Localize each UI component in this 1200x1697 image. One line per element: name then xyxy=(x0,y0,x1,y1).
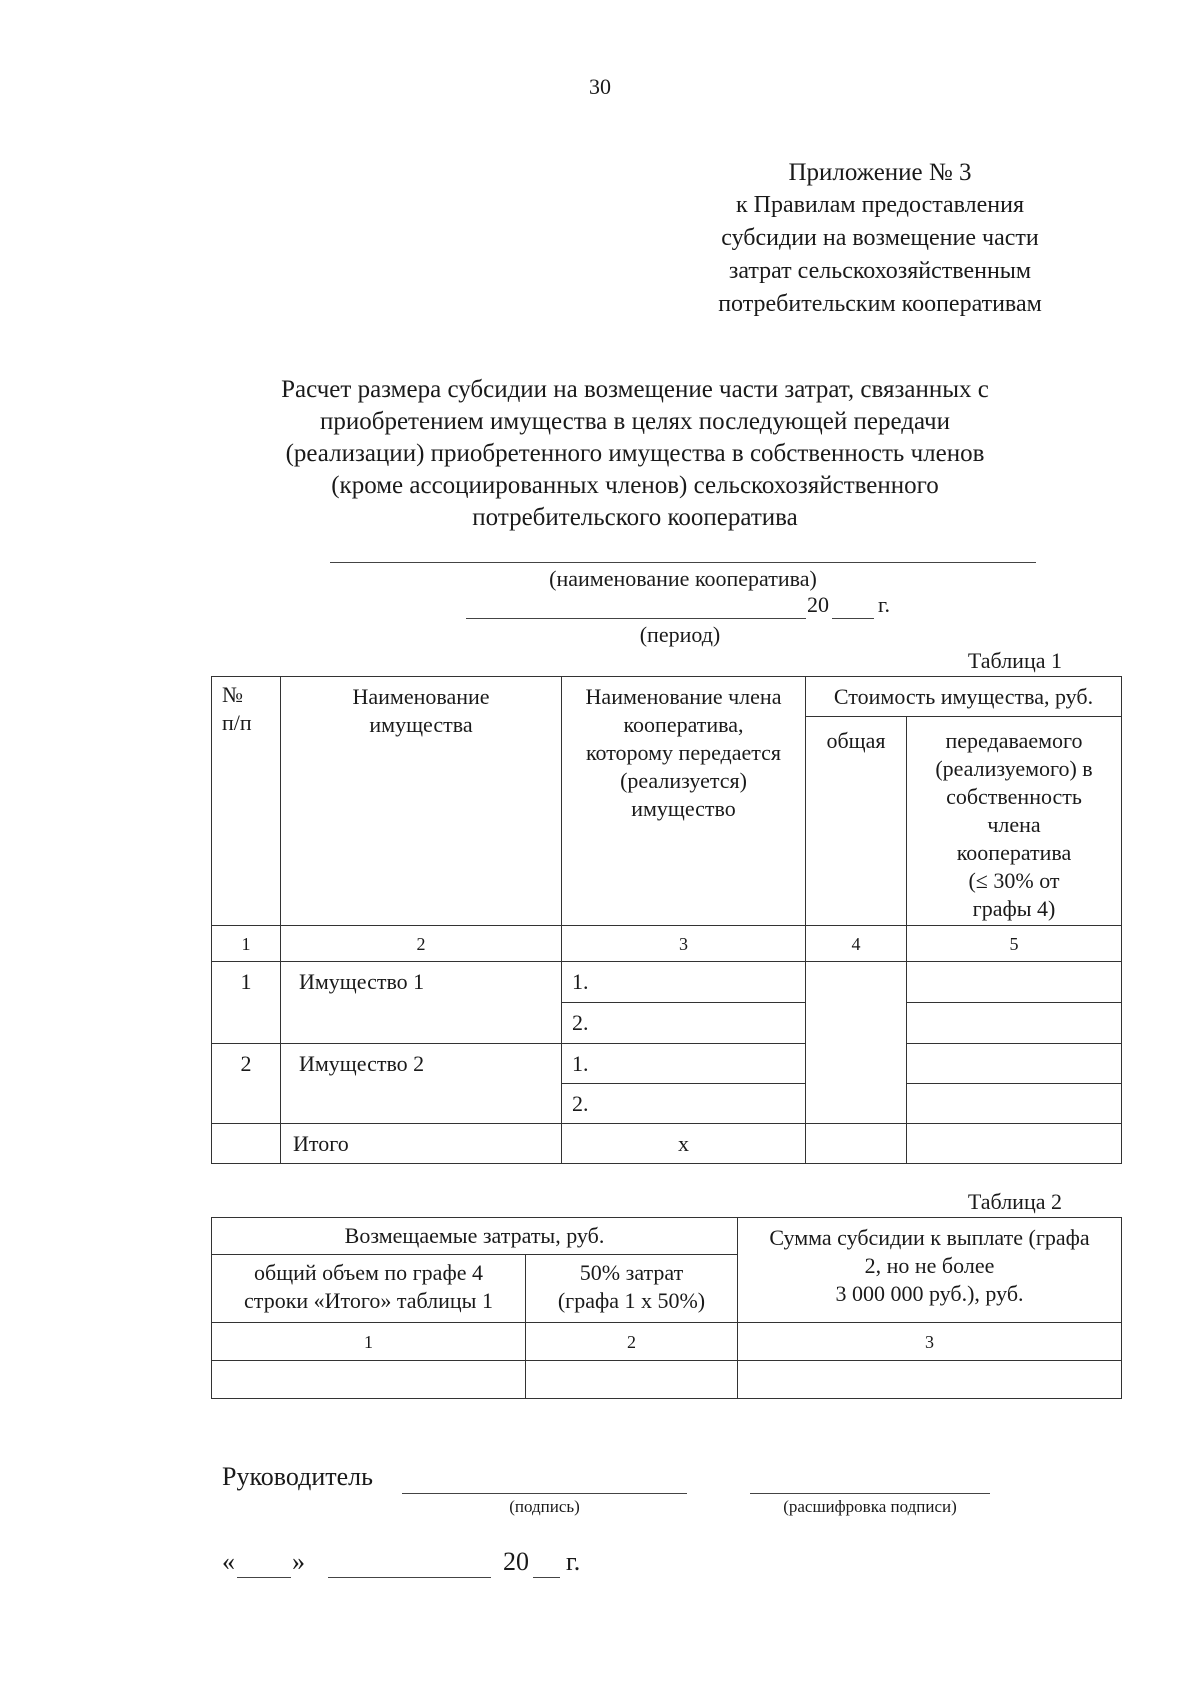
appendix-line: к Правилам предоставления xyxy=(735,192,1025,218)
t1-header-cost-transfer: передаваемого (реализуемого) в собственность члена кооператива (≤ 30% от графы 4) xyxy=(907,717,1122,926)
appendix-number: Приложение № 3 xyxy=(788,159,972,186)
t1-header-property: Наименование имущества xyxy=(281,677,562,926)
table2-caption: Таблица 2 xyxy=(967,1189,1062,1214)
t1-colnum: 3 xyxy=(562,926,806,962)
period-year-blank[interactable] xyxy=(832,618,874,619)
t1-header-member: Наименование члена кооператива, которому передается (реализуется) имущество xyxy=(562,677,806,926)
signature-decode-blank[interactable] xyxy=(750,1493,990,1494)
title-line: приобретением имущества в целях последующей передачи xyxy=(319,408,950,435)
table1 xyxy=(211,676,1122,1164)
t2-header-total-volume: общий объем по графе 4 строки «Итого» таблицы 1 xyxy=(212,1255,526,1323)
date-month-blank[interactable] xyxy=(328,1577,491,1578)
t1-row-member[interactable]: 1. xyxy=(562,1044,806,1084)
t1-header-cost-total: общая xyxy=(806,717,907,926)
document-title xyxy=(225,374,1045,534)
appendix-heading xyxy=(660,156,1100,321)
period-year-suffix: г. xyxy=(878,592,891,617)
t2-total-volume-cell[interactable] xyxy=(212,1361,526,1399)
t1-row-num: 1 xyxy=(212,962,281,1044)
signature-role: Руководитель xyxy=(222,1462,373,1491)
date-quote-open: « xyxy=(222,1547,235,1576)
t1-transfer-cost-cell[interactable] xyxy=(907,1003,1122,1044)
t1-column-numbers xyxy=(212,926,1122,962)
t1-colnum: 4 xyxy=(806,926,907,962)
t1-total-cost-sum[interactable] xyxy=(806,1124,907,1164)
t1-total-num-cell xyxy=(212,1124,281,1164)
t2-header-costs: Возмещаемые затраты, руб. xyxy=(212,1218,738,1255)
date-year: 20 xyxy=(503,1547,529,1576)
signature-caption: (подпись) xyxy=(509,1497,580,1516)
t2-colnum: 1 xyxy=(212,1323,526,1361)
t2-colnum: 3 xyxy=(738,1323,1122,1361)
date-day-blank[interactable] xyxy=(237,1577,291,1578)
coop-name-blank[interactable] xyxy=(330,562,1036,563)
t1-row-member[interactable]: 2. xyxy=(562,1084,806,1124)
title-line: Расчет размера субсидии на возмещение части затрат, связанных с xyxy=(281,376,989,403)
t1-total-row xyxy=(212,1124,1122,1164)
t1-transfer-cost-cell[interactable] xyxy=(907,1044,1122,1084)
t2-header-half: 50% затрат (графа 1 х 50%) xyxy=(526,1255,738,1323)
t2-subsidy-cell[interactable] xyxy=(738,1361,1122,1399)
t1-total-label: Итого xyxy=(281,1124,562,1164)
t2-column-numbers xyxy=(212,1323,1122,1361)
t1-header-num: № п/п xyxy=(212,677,281,926)
date-year-suffix: г. xyxy=(566,1547,581,1576)
page-number: 30 xyxy=(589,74,611,99)
signature-decode-caption: (расшифровка подписи) xyxy=(783,1497,957,1516)
t1-row-property: Имущество 1 xyxy=(281,962,562,1044)
table2 xyxy=(211,1217,1122,1399)
appendix-line: затрат сельскохозяйственным xyxy=(728,258,1032,284)
title-line: (реализации) приобретенного имущества в собственность членов xyxy=(285,440,985,467)
table-row xyxy=(212,1361,1122,1399)
table-row xyxy=(212,1044,1122,1084)
period-year: 20 xyxy=(807,592,829,617)
t1-colnum: 5 xyxy=(907,926,1122,962)
t2-colnum: 2 xyxy=(526,1323,738,1361)
t1-row-num: 2 xyxy=(212,1044,281,1124)
date-quote-close: » xyxy=(292,1547,305,1576)
title-line: потребительского кооператива xyxy=(472,504,798,531)
title-line: (кроме ассоциированных членов) сельскохозяйственного xyxy=(331,472,939,499)
t1-row-member[interactable]: 1. xyxy=(562,962,806,1003)
date-year-blank[interactable] xyxy=(533,1577,560,1578)
t1-total-cost-cell[interactable] xyxy=(806,962,907,1124)
table-row xyxy=(212,962,1122,1003)
period-caption: (период) xyxy=(639,622,721,647)
period-blank[interactable] xyxy=(466,618,806,619)
t2-half-cell[interactable] xyxy=(526,1361,738,1399)
appendix-line: субсидии на возмещение части xyxy=(721,225,1039,251)
coop-name-caption: (наименование кооператива) xyxy=(549,566,817,591)
t1-total-transfer-sum[interactable] xyxy=(907,1124,1122,1164)
t2-header-subsidy: Сумма субсидии к выплате (графа 2, но не более 3 000 000 руб.), руб. xyxy=(738,1218,1122,1323)
appendix-line: потребительским кооперативам xyxy=(718,291,1042,317)
table1-caption: Таблица 1 xyxy=(967,648,1062,673)
t1-colnum: 1 xyxy=(212,926,281,962)
t1-transfer-cost-cell[interactable] xyxy=(907,1084,1122,1124)
signature-blank[interactable] xyxy=(402,1493,687,1494)
t1-total-member: х xyxy=(562,1124,806,1164)
t1-row-property: Имущество 2 xyxy=(281,1044,562,1124)
t1-transfer-cost-cell[interactable] xyxy=(907,962,1122,1003)
t1-header-cost: Стоимость имущества, руб. xyxy=(806,677,1122,717)
t1-row-member[interactable]: 2. xyxy=(562,1003,806,1044)
t1-colnum: 2 xyxy=(281,926,562,962)
